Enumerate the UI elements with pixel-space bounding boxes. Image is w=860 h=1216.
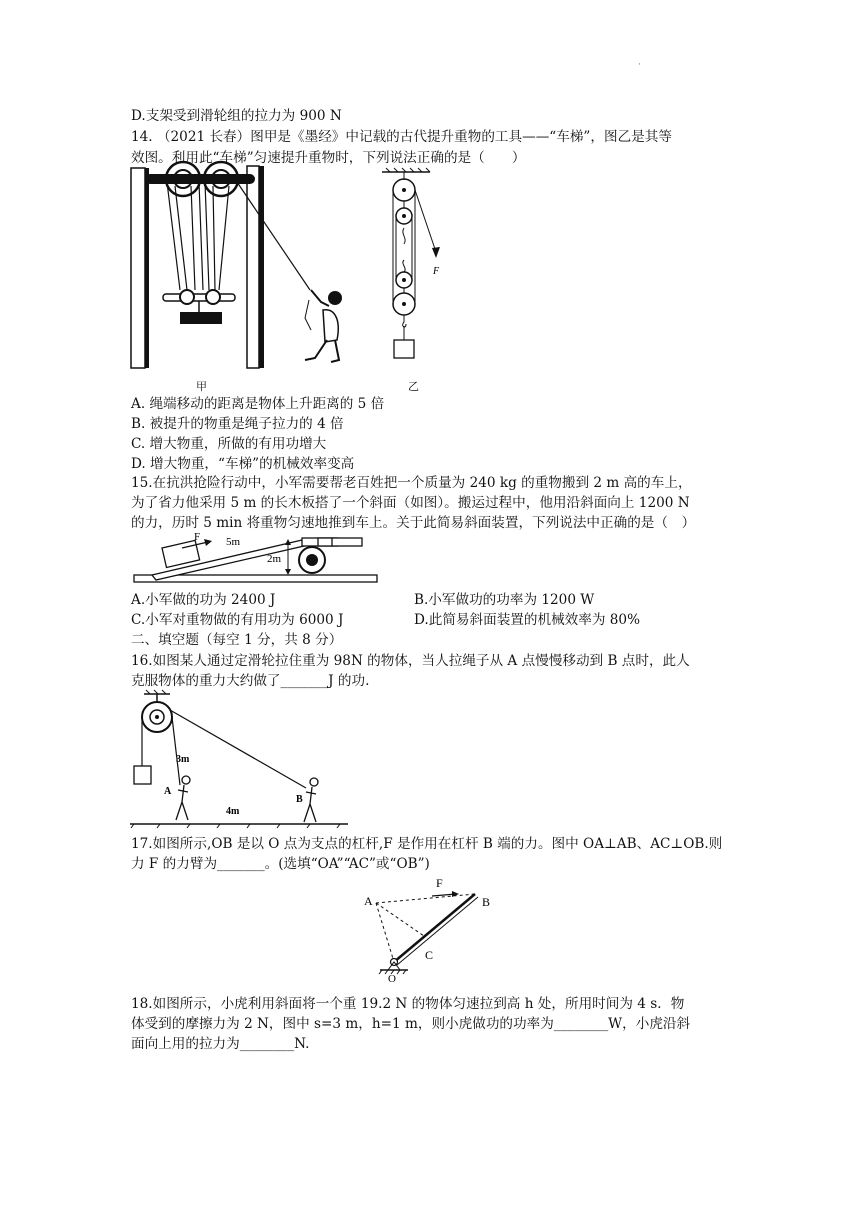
q17-stem-line1: 17.如图所示,OB 是以 O 点为支点的杠杆,F 是作用在杠杆 B 端的力。图中 OA⊥AB、AC⊥OB.则 bbox=[131, 836, 723, 852]
q13-option-d: D.支架受到滑轮组的拉力为 900 N bbox=[131, 108, 342, 124]
q16-fig-point-a: A bbox=[164, 786, 172, 797]
q18-stem-line2: 体受到的摩擦力为 2 N，图中 s=3 m，h=1 m，则小虎做功的功率为________W，小虎沿斜 bbox=[131, 1016, 691, 1032]
q15-incline-figure bbox=[132, 528, 382, 590]
q15-fig-length-label: 5m bbox=[226, 536, 241, 548]
q15-option-c: C.小军对重物做的有用功为 6000 J bbox=[131, 612, 344, 628]
q16-fig-distance-label: 4m bbox=[226, 806, 240, 817]
q15-stem-line2: 为了省力他采用 5 m 的长木板搭了一个斜面（如图）。搬运过程中，他用沿斜面向上 1200 N bbox=[131, 495, 690, 511]
q14-fig-label-jia: 甲 bbox=[196, 380, 207, 393]
q15-fig-force-label: F bbox=[194, 531, 201, 543]
q14-option-a: A. 绳端移动的距离是物体上升距离的 5 倍 bbox=[131, 396, 385, 412]
q15-option-b: B.小军做功的功率为 1200 W bbox=[414, 592, 595, 608]
q14-fig-label-yi: 乙 bbox=[408, 380, 419, 393]
q14-option-b: B. 被提升的物重是绳子拉力的 4 倍 bbox=[131, 416, 344, 432]
q17-fig-point-c: C bbox=[425, 948, 434, 962]
q15-option-a: A.小军做的功为 2400 J bbox=[131, 592, 276, 608]
q14-stem-line1: 14. （2021 长春）图甲是《墨经》中记载的古代提升重物的工具——“车梯”，图乙是其等 bbox=[131, 129, 672, 145]
q14-figure-yi bbox=[378, 168, 458, 363]
q14-option-d: D. 增大物重，“车梯”的机械效率变高 bbox=[131, 456, 355, 472]
q14-force-label: F bbox=[433, 266, 440, 277]
q17-lever-figure bbox=[362, 870, 502, 985]
q14-stem-line2: 效图。利用此“车梯”匀速提升重物时，下列说法正确的是（ ） bbox=[131, 150, 526, 166]
corner-mark: · bbox=[638, 60, 641, 70]
q16-fig-point-b: B bbox=[296, 794, 303, 805]
q15-option-d: D.此简易斜面装置的机械效率为 80% bbox=[414, 612, 640, 628]
q18-stem-line3: 面向上用的拉力为________N. bbox=[131, 1036, 310, 1052]
q16-pulley-figure bbox=[130, 690, 350, 832]
q14-option-c: C. 增大物重，所做的有用功增大 bbox=[131, 436, 327, 452]
q15-stem-line3: 的力，历时 5 min 将重物匀速地推到车上。关于此简易斜面装置，下列说法中正确的是（ ） bbox=[131, 515, 696, 531]
q16-stem-line2: 克服物体的重力大约做了_______J 的功. bbox=[131, 673, 370, 689]
q17-fig-force-label: F bbox=[436, 876, 443, 890]
q14-figure-jia bbox=[125, 160, 375, 375]
q18-stem-line1: 18.如图所示，小虎利用斜面将一个重 19.2 N 的物体匀速拉到高 h 处，所用时间为 4 s．物 bbox=[131, 996, 685, 1012]
q15-fig-height-label: 2m bbox=[267, 553, 282, 565]
q15-stem-line1: 15.在抗洪抢险行动中，小军需要帮老百姓把一个质量为 240 kg 的重物搬到 2 m 高的车上， bbox=[131, 475, 692, 491]
q16-stem-line1: 16.如图某人通过定滑轮拉住重为 98N 的物体，当人拉绳子从 A 点慢慢移动到 B 点时，此人 bbox=[131, 653, 690, 669]
q17-fig-point-a: A bbox=[364, 894, 373, 908]
q17-stem-line2: 力 F 的力臂为_______。(选填“OA”“AC”或“OB”) bbox=[131, 856, 430, 872]
q17-fig-point-b: B bbox=[482, 895, 491, 909]
section2-title: 二、填空题（每空 1 分，共 8 分） bbox=[131, 632, 343, 648]
q16-fig-height-label: 3m bbox=[176, 754, 190, 765]
q17-fig-point-o: O bbox=[388, 973, 396, 985]
